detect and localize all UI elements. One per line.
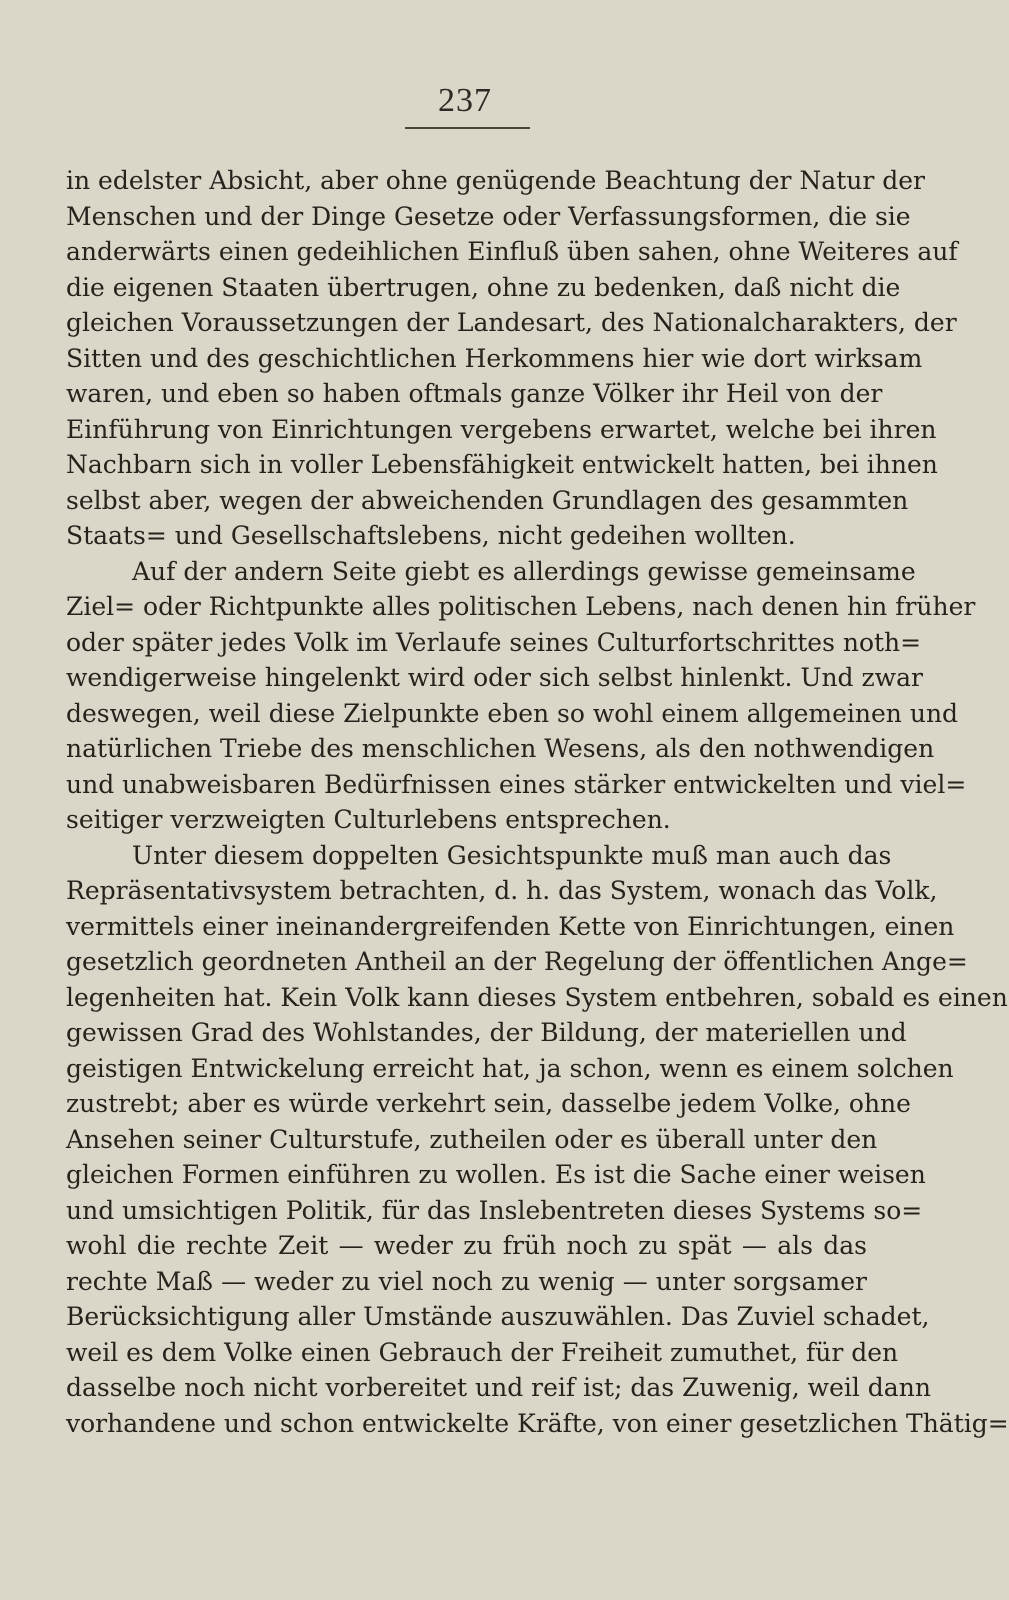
text-line: Menschen und der Dinge Gesetze oder Verfassungsformen, die sie [66,201,911,231]
text-line: Auf der andern Seite giebt es allerdings gewisse gemeinsame [132,556,916,586]
paragraph [66,554,976,838]
text-line: Berücksichtigung aller Umstände auszuwählen. Das Zuviel schadet, [66,1302,930,1331]
text-line: deswegen, weil diese Zielpunkte eben so wohl einem allgemeinen und [66,698,959,728]
text-line: geistigen Entwickelung erreicht hat, ja schon, wenn es einem solchen [66,1053,954,1083]
paragraph [66,163,958,554]
text-line: vermittels einer ineinandergreifenden Kette von Einrichtungen, einen [66,911,955,941]
text-line: natürlichen Triebe des menschlichen Wesens, als den nothwendigen [66,734,935,763]
text-line: gesetzlich geordneten Antheil an der Regelung der öffentlichen Ange= [66,947,968,976]
text-line: waren, und eben so haben oftmals ganze Völker ihr Heil von der [66,379,883,408]
text-line: rechte Maß — weder zu viel noch zu wenig — unter sorgsamer [66,1266,867,1296]
text-line: oder später jedes Volk im Verlaufe seines Culturfortschrittes noth= [66,627,922,657]
text-line: Nachbarn sich in voller Lebensfähigkeit entwickelt hatten, bei ihnen [66,450,938,479]
text-line: wendigerweise hingelenkt wird oder sich selbst hinlenkt. Und zwar [66,663,923,692]
text-line: legenheiten hat. Kein Volk kann dieses System entbehren, sobald es einen [66,982,1008,1012]
text-line: Repräsentativsystem betrachten, d. h. das System, wonach das Volk, [66,876,938,905]
body-text [66,163,1009,1441]
text-line: seitiger verzweigten Culturlebens entsprechen. [66,805,671,834]
text-line: gleichen Formen einführen zu wollen. Es ist die Sache einer weisen [66,1160,926,1189]
text-line: zustrebt; aber es würde verkehrt sein, dasselbe jedem Volke, ohne [66,1089,911,1118]
paragraph [66,838,1009,1442]
page-number-rule [405,127,530,129]
text-line: Einführung von Einrichtungen vergebens erwartet, welche bei ihren [66,414,937,444]
text-line: dasselbe noch nicht vorbereitet und reif ist; das Zuwenig, weil dann [66,1373,931,1402]
page-number: 237 [438,82,492,119]
text-line: wohl die rechte Zeit — weder zu früh noch zu spät — als das [66,1231,867,1260]
text-line: Sitten und des geschichtlichen Herkommens hier wie dort wirksam [66,343,923,373]
text-line: anderwärts einen gedeihlichen Einfluß üben sahen, ohne Weiteres auf [66,237,958,266]
text-line: und unabweisbaren Bedürfnissen eines stärker entwickelten und viel= [66,769,967,799]
text-line: Ziel= oder Richtpunkte alles politischen Lebens, nach denen hin früher [66,592,976,621]
text-line: und umsichtigen Politik, für das Inslebentreten dieses Systems so= [66,1195,923,1225]
text-line: weil es dem Volke einen Gebrauch der Freiheit zumuthet, für den [66,1337,899,1367]
text-line: die eigenen Staaten übertrugen, ohne zu bedenken, daß nicht die [66,272,901,302]
text-line: Ansehen seiner Culturstufe, zutheilen oder es überall unter den [66,1124,878,1154]
text-line: vorhandene und schon entwickelte Kräfte, von einer gesetzlichen Thätig= [66,1408,1009,1438]
text-line: gleichen Voraussetzungen der Landesart, des Nationalcharakters, der [66,308,957,337]
text-line: selbst aber, wegen der abweichenden Grundlagen des gesammten [66,485,909,515]
text-line: Unter diesem doppelten Gesichtspunkte muß man auch das [132,840,892,870]
text-line: in edelster Absicht, aber ohne genügende Beachtung der Natur der [66,166,926,195]
text-line: Staats= und Gesellschaftslebens, nicht gedeihen wollten. [66,521,796,550]
text-line: gewissen Grad des Wohlstandes, der Bildung, der materiellen und [66,1018,907,1047]
